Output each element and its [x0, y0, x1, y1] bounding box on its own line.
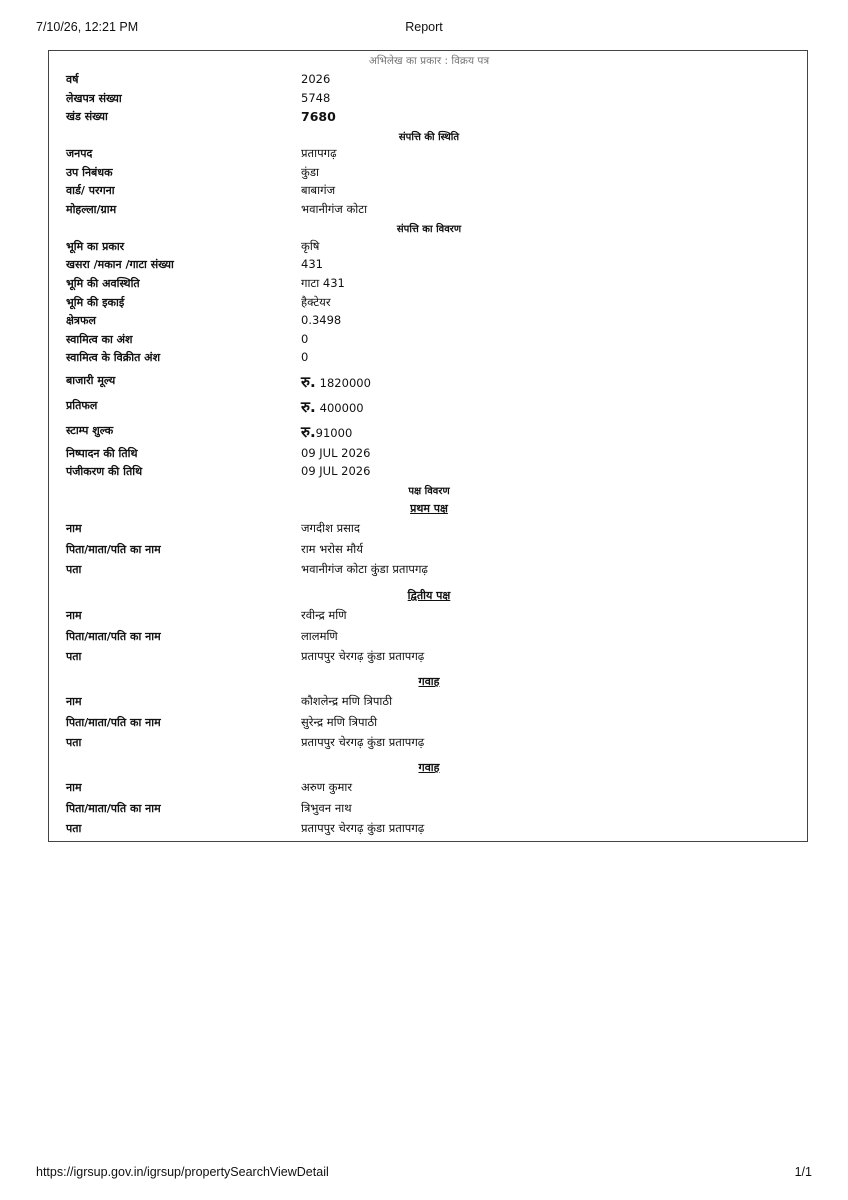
field-value: 5748 [301, 91, 331, 105]
field-row-land-type [49, 238, 809, 256]
field-label: लेखपत्र संख्या [66, 92, 122, 105]
section-heading-parties: पक्ष विवरण [408, 486, 450, 497]
party-row-parent [49, 714, 809, 732]
field-row-ward [49, 182, 809, 200]
party-heading-witness: गवाह [418, 675, 440, 688]
field-value: 2026 [301, 72, 331, 86]
field-label: नाम [66, 522, 82, 535]
party-heading-first: प्रथम पक्ष [410, 502, 448, 515]
field-label: निष्पादन की तिथि [66, 447, 138, 460]
field-label: वर्ष [66, 73, 79, 86]
field-value: कौशलेन्द्र मणि त्रिपाठी [301, 694, 393, 708]
field-value: प्रतापगढ़ [301, 146, 337, 160]
field-row-khasra [49, 256, 809, 274]
print-datetime: 7/10/26, 12:21 PM [36, 20, 139, 34]
field-value: प्रतापपुर चेरगढ़ कुंडा प्रतापगढ़ [301, 735, 425, 749]
field-row-registration-date [49, 463, 809, 481]
field-value: हैक्टेयर [301, 295, 331, 309]
party-row-name [49, 779, 809, 797]
currency-symbol: रु. [301, 398, 316, 416]
field-label: बाजारी मूल्य [66, 374, 116, 387]
field-label: भूमि की अवस्थिति [66, 277, 140, 290]
currency-symbol: रु. [301, 373, 316, 391]
field-value [301, 372, 371, 392]
field-label: मोहल्ला/ग्राम [66, 203, 117, 216]
party-heading-witness: गवाह [418, 761, 440, 774]
field-row-land-position [49, 275, 809, 293]
field-label: पता [66, 822, 82, 835]
field-label: स्वामित्व का अंश [66, 333, 133, 346]
field-value: 0 [301, 332, 309, 346]
field-label: प्रतिफल [66, 399, 98, 412]
party-row-name [49, 607, 809, 625]
field-row-village [49, 201, 809, 219]
field-label: नाम [66, 609, 82, 622]
field-label: क्षेत्रफल [66, 314, 96, 327]
field-value: जगदीश प्रसाद [301, 521, 360, 535]
field-label: पिता/माता/पति का नाम [66, 802, 161, 815]
field-label: पता [66, 650, 82, 663]
field-value: अरुण कुमार [301, 780, 353, 794]
field-label: वार्ड/ परगना [66, 184, 115, 197]
field-value: कुंडा [301, 165, 319, 179]
field-label: खसरा /मकान /गाटा संख्या [66, 258, 174, 271]
field-value: 0.3498 [301, 313, 342, 327]
field-value: राम भरोस मौर्य [301, 542, 363, 556]
field-row-sold-share [49, 349, 809, 367]
party-row-address [49, 561, 809, 579]
field-row-district [49, 145, 809, 163]
party-row-address [49, 820, 809, 838]
field-label: भूमि की इकाई [66, 296, 125, 309]
field-label: पता [66, 736, 82, 749]
field-label: भूमि का प्रकार [66, 240, 125, 253]
amount: 400000 [319, 401, 364, 415]
field-value: लालमणि [301, 629, 338, 643]
field-value: सुरेन्द्र मणि त्रिपाठी [301, 715, 378, 729]
field-row-consideration [49, 397, 809, 419]
field-label: जनपद [66, 147, 93, 160]
section-heading-location: संपत्ति की स्थिति [398, 132, 460, 143]
field-value: गाटा 431 [301, 276, 345, 290]
field-label: पिता/माता/पति का नाम [66, 630, 161, 643]
field-row-area [49, 312, 809, 330]
field-value: प्रतापपुर चेरगढ़ कुंडा प्रतापगढ़ [301, 649, 425, 663]
report-box [48, 50, 808, 842]
field-label: पिता/माता/पति का नाम [66, 543, 161, 556]
document-type: अभिलेख का प्रकार : विक्रय पत्र [368, 55, 490, 67]
field-label: नाम [66, 781, 82, 794]
party-row-parent [49, 628, 809, 646]
field-label: स्वामित्व के विक्रीत अंश [66, 351, 161, 364]
field-row-ownership-share [49, 331, 809, 349]
field-value: कृषि [301, 239, 320, 253]
field-label: नाम [66, 695, 82, 708]
section-heading-details: संपत्ति का विवरण [396, 224, 462, 235]
field-value: प्रतापपुर चेरगढ़ कुंडा प्रतापगढ़ [301, 821, 425, 835]
field-label: उप निबंधक [66, 166, 113, 179]
field-value [301, 397, 364, 417]
party-heading-second: द्वितीय पक्ष [407, 589, 451, 602]
party-row-parent [49, 541, 809, 559]
field-value: 09 JUL 2026 [301, 446, 371, 460]
party-row-address [49, 734, 809, 752]
field-value: भवानीगंज कोटा [301, 202, 368, 216]
field-value: रवीन्द्र मणि [301, 608, 347, 622]
field-label: खंड संख्या [66, 110, 108, 123]
field-value: त्रिभुवन नाथ [301, 801, 352, 815]
field-value: 7680 [301, 109, 336, 124]
party-row-address [49, 648, 809, 666]
field-value: 431 [301, 257, 323, 271]
field-row-volume-number [49, 108, 809, 126]
field-value: 09 JUL 2026 [301, 464, 371, 478]
party-row-name [49, 693, 809, 711]
currency-symbol: रु. [301, 423, 316, 441]
party-row-name [49, 520, 809, 538]
field-row-land-unit [49, 294, 809, 312]
field-label: पिता/माता/पति का नाम [66, 716, 161, 729]
field-label: पता [66, 563, 82, 576]
field-value: बाबागंज [301, 183, 336, 197]
print-url: https://igrsup.gov.in/igrsup/propertySearchViewDetail [36, 1165, 329, 1179]
field-value: 0 [301, 350, 309, 364]
field-value: भवानीगंज कोटा कुंडा प्रतापगढ़ [301, 562, 428, 576]
field-row-year [49, 71, 809, 89]
print-title: Report [405, 20, 443, 34]
party-row-parent [49, 800, 809, 818]
field-value [301, 422, 352, 442]
field-row-market-value [49, 372, 809, 394]
field-row-sub-registrar [49, 164, 809, 182]
field-row-deed-number [49, 90, 809, 108]
field-label: स्टाम्प शुल्क [66, 424, 114, 437]
field-label: पंजीकरण की तिथि [66, 465, 143, 478]
amount: 1820000 [319, 376, 371, 390]
field-row-execution-date [49, 445, 809, 463]
print-page-number: 1/1 [794, 1165, 812, 1179]
amount: 91000 [315, 426, 353, 440]
field-row-stamp-duty [49, 422, 809, 444]
